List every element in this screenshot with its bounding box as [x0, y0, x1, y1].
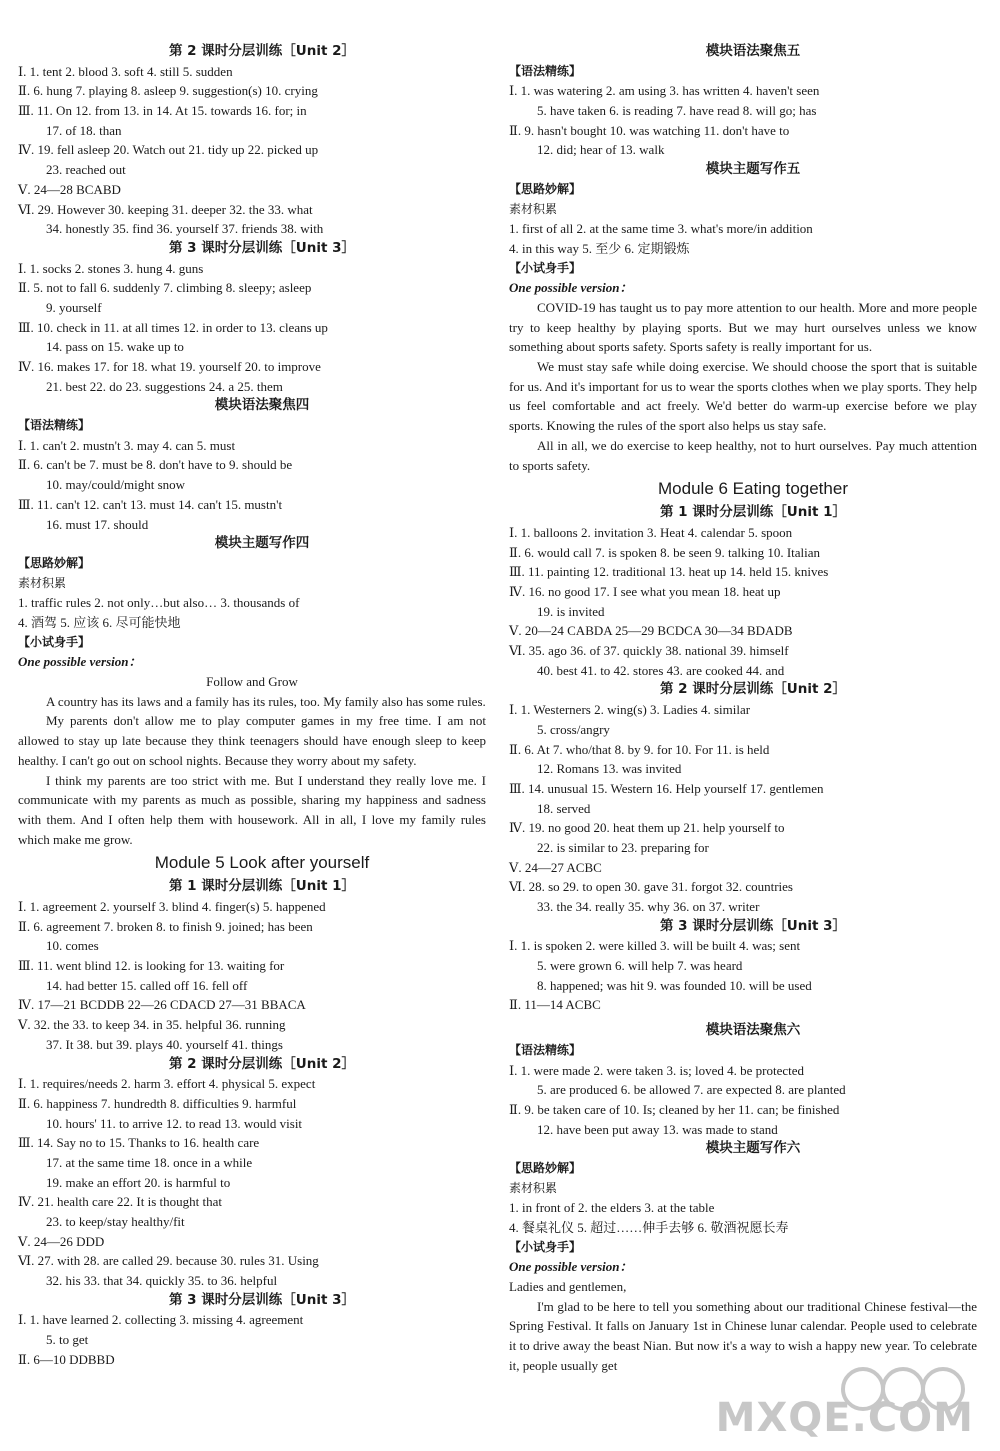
- version-label: One possible version：: [18, 654, 142, 670]
- answer-line: Ⅳ. 21. health care 22. It is thought that: [18, 1194, 222, 1210]
- section-m5-unit3: [18, 1291, 486, 1370]
- answer-line: Ⅴ. 24—26 DDD: [18, 1233, 105, 1249]
- essay-paragraph: I'm glad to be here to tell you something about our traditional Chinese festival—the Spring Festival. It falls on January 1st in Chinese lunar calendar. People used to celebrate it to drive away the beast Nian. But now it's a way to wish a happy new year. To celebrate it, people usually get: [509, 1298, 977, 1373]
- answer-line: Ⅲ. 11. went blind 12. is looking for 13. waiting for: [18, 958, 285, 974]
- answer-line: 9. yourself: [46, 299, 102, 315]
- answer-line: Ⅰ. 1. tent 2. blood 3. soft 4. still 5. sudden: [18, 63, 233, 79]
- material-subheading: 素材积累: [509, 1180, 558, 1195]
- grammar-practice-tag: 【语法精练】: [509, 63, 582, 78]
- section-title: 模块语法聚焦五: [705, 43, 801, 59]
- answer-line: Ⅱ. 6. happiness 7. hundredth 8. difficulties 9. harmful: [18, 1095, 297, 1111]
- answer-line: Ⅳ. 19. no good 20. heat them up 21. help yourself to: [509, 820, 785, 836]
- section-title: 第 1 课时分层训练［Unit 1］: [168, 878, 356, 895]
- section-writing-5: [509, 160, 977, 475]
- idea-tag: 【思路妙解】: [509, 1160, 582, 1175]
- answer-line: 16. must 17. should: [46, 516, 149, 532]
- try-tag: 【小试身手】: [18, 634, 91, 649]
- answer-line: Ⅰ. 1. can't 2. mustn't 3. may 4. can 5. must: [18, 437, 236, 453]
- section-title: 模块语法聚焦四: [214, 397, 310, 414]
- material-subheading: 素材积累: [18, 575, 67, 590]
- answer-line: 19. is invited: [537, 603, 605, 619]
- module-title: Module 5 Look after yourself: [154, 853, 370, 873]
- answer-line: Ⅵ. 35. ago 36. of 37. quickly 38. national 39. himself: [509, 643, 789, 659]
- answer-line: Ⅳ. 17—21 BCDDB 22—26 CDACD 27—31 BBACA: [18, 997, 306, 1013]
- section-grammar-focus-5: [509, 42, 977, 160]
- answer-line: Ⅴ. 32. the 33. to keep 34. in 35. helpful 36. running: [18, 1017, 286, 1033]
- answer-line: Ⅱ. 9. hasn't bought 10. was watching 11. don't have to: [509, 122, 790, 138]
- section-m6-unit2: [509, 680, 977, 916]
- answer-line: Ⅱ. 6—10 DDBBD: [18, 1351, 115, 1367]
- answer-line: Ⅱ. 11—14 ACBC: [509, 997, 601, 1013]
- answer-line: Ⅳ. 16. makes 17. for 18. what 19. yourself 20. to improve: [18, 359, 321, 374]
- answer-line: 5. were grown 6. will help 7. was heard: [537, 958, 743, 974]
- answer-line: Ⅰ. 1. balloons 2. invitation 3. Heat 4. calendar 5. spoon: [509, 524, 793, 540]
- salutation: Ladies and gentlemen,: [509, 1279, 627, 1295]
- answer-line: 10. comes: [46, 938, 99, 954]
- answer-line: 12. Romans 13. was invited: [537, 761, 682, 777]
- answer-line: 4. 餐桌礼仪 5. 超过……伸手去够 6. 敬酒祝愿长寿: [509, 1220, 789, 1236]
- idea-tag: 【思路妙解】: [509, 181, 582, 196]
- answer-line: Ⅲ. 10. check in 11. at all times 12. in order to 13. cleans up: [18, 319, 328, 335]
- answer-line: 1. in front of 2. the elders 3. at the table: [509, 1200, 715, 1216]
- section-title: 模块主题写作四: [214, 535, 310, 552]
- answer-line: 19. make an effort 20. is harmful to: [46, 1174, 231, 1190]
- answer-line: 14. had better 15. called off 16. fell off: [46, 977, 248, 993]
- answer-line: 17. at the same time 18. once in a while: [46, 1154, 253, 1170]
- section-m4-unit2: [18, 42, 486, 239]
- answer-line: 5. to get: [46, 1332, 89, 1348]
- answer-line: 23. to keep/stay healthy/fit: [46, 1214, 185, 1229]
- right-column: [509, 42, 977, 1376]
- module-5: [18, 849, 486, 877]
- section-title: 第 2 课时分层训练［Unit 2］: [168, 43, 356, 59]
- answer-line: Ⅴ. 24—28 BCABD: [18, 181, 121, 197]
- watermark-logo: [715, 1351, 978, 1443]
- answer-line: Ⅵ. 29. However 30. keeping 31. deeper 32. the 33. what: [18, 201, 313, 217]
- section-title: 模块主题写作五: [705, 161, 801, 178]
- try-tag: 【小试身手】: [509, 260, 582, 275]
- answer-line: 22. is similar to 23. preparing for: [537, 839, 709, 855]
- answer-line: Ⅰ. 1. requires/needs 2. harm 3. effort 4. physical 5. expect: [18, 1076, 316, 1092]
- answer-line: Ⅲ. 11. can't 12. can't 13. must 14. can't 15. mustn't: [18, 496, 283, 512]
- section-title: 模块主题写作六: [705, 1140, 801, 1157]
- left-column: [18, 42, 486, 1370]
- answer-line: Ⅲ. 14. Say no to 15. Thanks to 16. health care: [18, 1135, 260, 1151]
- section-title: 第 3 课时分层训练［Unit 3］: [168, 239, 356, 256]
- answer-line: Ⅱ. 9. be taken care of 10. Is; cleaned by her 11. can; be finished: [509, 1101, 840, 1117]
- answer-line: Ⅱ. 6. At 7. who/that 8. by 9. for 10. For 11. is held: [509, 741, 770, 757]
- section-m5-unit1: [18, 877, 486, 1054]
- section-title: 第 2 课时分层训练［Unit 2］: [168, 1055, 356, 1072]
- answer-line: Ⅲ. 11. On 12. from 13. in 14. At 15. towards 16. for; in: [18, 103, 307, 119]
- section-title: 第 3 课时分层训练［Unit 3］: [168, 1291, 356, 1308]
- essay-paragraph: We must stay safe while doing exercise. We should choose the sport that is suitable for us. And it's important for us to wear the sports clothes when we play sports. They help us feel comfortable and act freely. We'd better do warm-up exercise before we play sports. Knowing the rules of the sport also helps us stay safe.: [509, 359, 977, 434]
- section-m5-unit2: [18, 1055, 486, 1291]
- answer-line: 5. cross/angry: [537, 721, 610, 737]
- answer-line: 10. may/could/might snow: [46, 477, 186, 493]
- material-subheading: 素材积累: [509, 201, 558, 216]
- essay-paragraph: A country has its laws and a family has its rules, too. My family also has some rules.: [46, 693, 486, 709]
- answer-line: Ⅱ. 6. would call 7. is spoken 8. be seen 9. talking 10. Italian: [509, 544, 821, 560]
- answer-line: 4. in this way 5. 至少 6. 定期锻炼: [509, 240, 690, 256]
- answer-line: Ⅰ. 1. agreement 2. yourself 3. blind 4. finger(s) 5. happened: [18, 899, 326, 914]
- module-6: [509, 475, 977, 503]
- answer-line: 17. of 18. than: [46, 122, 122, 138]
- answer-line: Ⅰ. 1. is spoken 2. were killed 3. will be built 4. was; sent: [509, 938, 801, 954]
- essay-paragraph: COVID-19 has taught us to pay more attention to our health. More and more people try to keep healthy by playing sports. But we may hurt ourselves unless we know something about sports safety. Sports safety is really important for us.: [509, 299, 977, 355]
- watermark-text: MXQE.COM: [715, 1395, 974, 1441]
- essay-title: Follow and Grow: [206, 674, 298, 689]
- grammar-practice-tag: 【语法精练】: [18, 418, 91, 433]
- version-label: One possible version：: [509, 1259, 633, 1275]
- section-m6-unit1: [509, 503, 977, 680]
- answer-line: Ⅰ. 1. Westerners 2. wing(s) 3. Ladies 4. similar: [509, 702, 751, 718]
- essay-paragraph: My parents don't allow me to play computer games in my free time. I am not allowed to stay up late because they think teenagers should have enough sleep to keep healthy. I can't go out on school nights. Because they worry about my safety.: [18, 713, 486, 768]
- idea-tag: 【思路妙解】: [18, 555, 91, 570]
- answer-line: Ⅳ. 19. fell asleep 20. Watch out 21. tidy up 22. picked up: [18, 142, 319, 158]
- answer-line: 23. reached out: [46, 162, 126, 178]
- answer-line: Ⅳ. 16. no good 17. I see what you mean 18. heat up: [509, 584, 781, 600]
- section-writing-4: [18, 534, 486, 849]
- answer-line: 12. have been put away 13. was made to stand: [537, 1121, 778, 1137]
- answer-line: 32. his 33. that 34. quickly 35. to 36. helpful: [46, 1273, 278, 1289]
- answer-line: 40. best 41. to 42. stores 43. are cooked 44. and: [537, 662, 785, 678]
- try-tag: 【小试身手】: [509, 1239, 582, 1254]
- answer-line: 21. best 22. do 23. suggestions 24. a 25. them: [46, 378, 283, 394]
- answer-line: 5. have taken 6. is reading 7. have read 8. will go; has: [537, 103, 817, 119]
- answer-line: 10. hours' 11. to arrive 12. to read 13. would visit: [46, 1115, 303, 1131]
- answer-line: Ⅱ. 6. agreement 7. broken 8. to finish 9. joined; has been: [18, 918, 313, 934]
- answer-line: 18. served: [537, 800, 591, 816]
- answer-line: Ⅰ. 1. socks 2. stones 3. hung 4. guns: [18, 260, 204, 276]
- answer-line: 14. pass on 15. wake up to: [46, 339, 184, 355]
- version-label: One possible version：: [509, 280, 633, 296]
- module-title: Module 6 Eating together: [658, 479, 848, 499]
- section-title: 第 1 课时分层训练［Unit 1］: [659, 504, 847, 521]
- answer-line: 4. 酒驾 5. 应该 6. 尽可能快地: [18, 614, 181, 630]
- section-grammar-focus-4: [18, 396, 486, 534]
- answer-line: Ⅰ. 1. were made 2. were taken 3. is; loved 4. be protected: [509, 1062, 805, 1078]
- answer-line: Ⅲ. 11. painting 12. traditional 13. heat up 14. held 15. knives: [509, 564, 829, 580]
- answer-line: Ⅴ. 24—27 ACBC: [509, 859, 602, 875]
- section-title: 第 2 课时分层训练［Unit 2］: [659, 681, 847, 698]
- answer-line: Ⅱ. 6. hung 7. playing 8. asleep 9. suggestion(s) 10. crying: [18, 83, 318, 99]
- answer-line: Ⅴ. 20—24 CABDA 25—29 BCDCA 30—34 BDADB: [509, 623, 793, 639]
- answer-line: Ⅱ. 6. can't be 7. must be 8. don't have to 9. should be: [18, 457, 293, 473]
- answer-line: Ⅲ. 14. unusual 15. Western 16. Help yourself 17. gentlemen: [509, 780, 824, 796]
- answer-line: Ⅱ. 5. not to fall 6. suddenly 7. climbing 8. sleepy; asleep: [18, 280, 312, 296]
- grammar-practice-tag: 【语法精练】: [509, 1042, 582, 1057]
- answer-line: 1. traffic rules 2. not only…but also… 3. thousands of: [18, 595, 300, 611]
- answer-line: 1. first of all 2. at the same time 3. what's more/in addition: [509, 221, 813, 237]
- section-title: 模块语法聚焦六: [705, 1022, 801, 1039]
- answer-line: 5. are produced 6. be allowed 7. are expected 8. are planted: [537, 1082, 846, 1098]
- section-m6-unit3: [509, 917, 977, 1015]
- section-title: 第 3 课时分层训练［Unit 3］: [659, 917, 847, 934]
- answer-line: 8. happened; was hit 9. was founded 10. will be used: [537, 977, 812, 993]
- answer-line: Ⅵ. 28. so 29. to open 30. gave 31. forgot 32. countries: [509, 879, 793, 895]
- answer-line: Ⅰ. 1. have learned 2. collecting 3. missing 4. agreement: [18, 1312, 304, 1328]
- answer-line: 33. the 34. really 35. why 36. on 37. writer: [537, 899, 760, 915]
- section-m4-unit3: [18, 239, 486, 397]
- essay-paragraph: I think my parents are too strict with me. But I understand they really love me. I communicate with my parents as much as possible, sharing my happiness and sadness with them. And I often help them with housework. All in all, I love my family rules which make me grow.: [18, 772, 486, 847]
- section-grammar-focus-6: [509, 1021, 977, 1139]
- section-writing-6: [509, 1139, 977, 1375]
- answer-line: 37. It 38. but 39. plays 40. yourself 41. things: [46, 1036, 283, 1052]
- essay-paragraph: All in all, we do exercise to keep healthy, not to hurt ourselves. Pay much attention to sports safety.: [509, 437, 977, 473]
- answer-line: Ⅰ. 1. was watering 2. am using 3. has written 4. haven't seen: [509, 83, 820, 99]
- answer-line: 12. did; hear of 13. walk: [537, 142, 665, 158]
- answer-line: Ⅵ. 27. with 28. are called 29. because 30. rules 31. Using: [18, 1253, 319, 1269]
- answer-line: 34. honestly 35. find 36. yourself 37. friends 38. with: [46, 221, 324, 237]
